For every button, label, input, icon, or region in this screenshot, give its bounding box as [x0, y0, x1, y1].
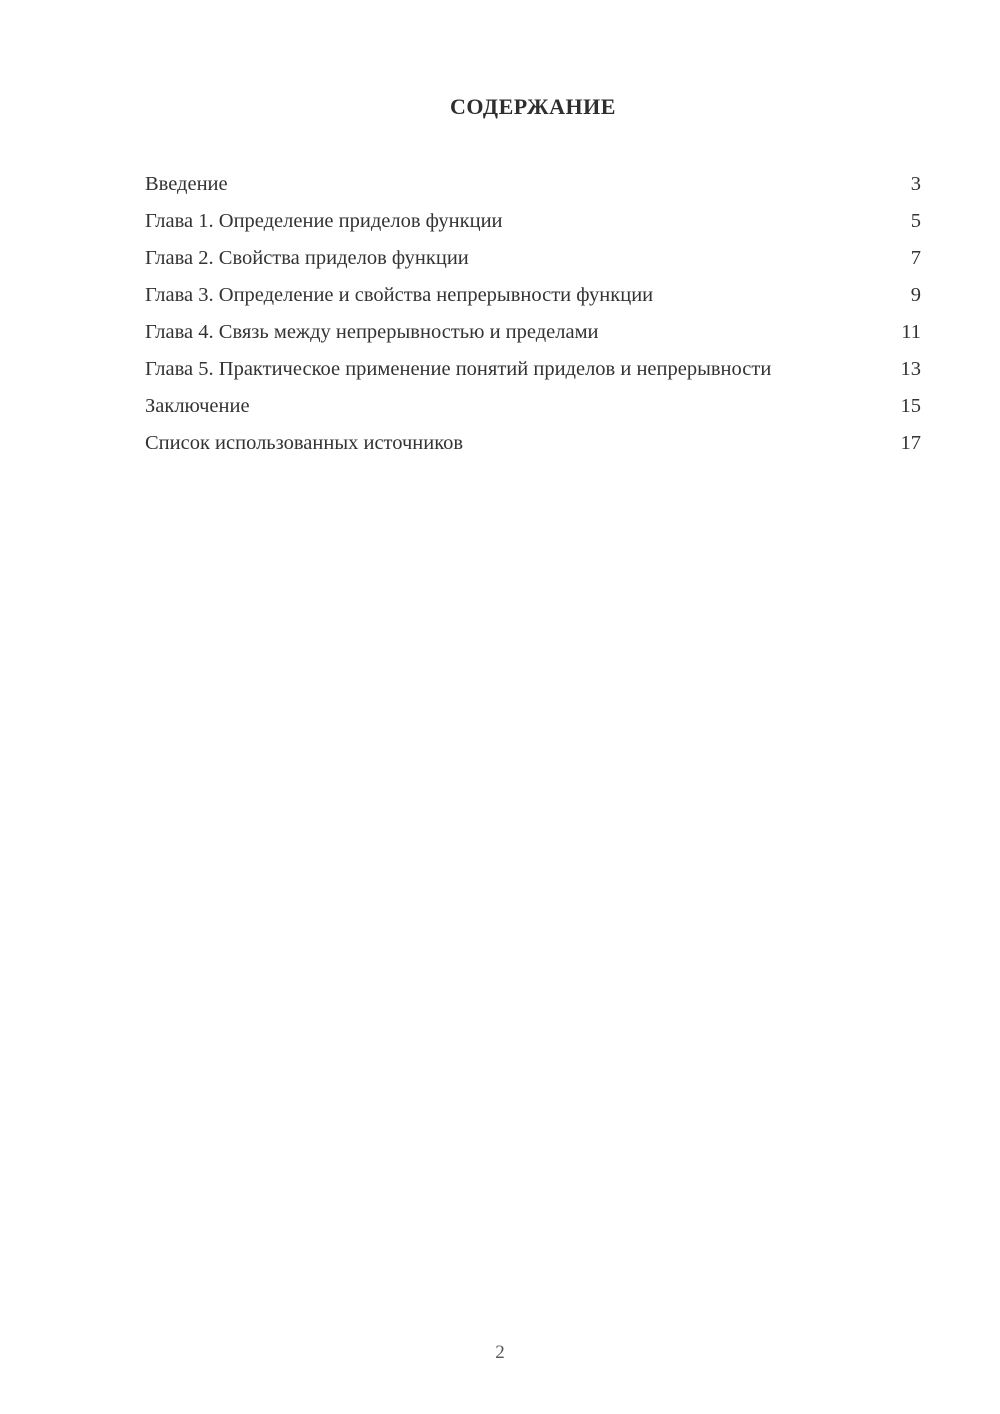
- toc-entry: [145, 166, 921, 203]
- toc-entry: [145, 425, 921, 462]
- toc-entry-label: Введение: [145, 173, 228, 195]
- toc-entry-page: 15: [900, 395, 921, 417]
- toc-entry-label: Список использованных источников: [145, 432, 464, 454]
- page-title: СОДЕРЖАНИЕ: [450, 94, 616, 119]
- toc-entry-page: 9: [910, 284, 921, 306]
- toc-section: [145, 94, 921, 462]
- toc-entry: [145, 203, 921, 240]
- toc-entry-page: 3: [910, 173, 921, 195]
- toc-entry-page: 7: [910, 247, 921, 269]
- toc-entry-label: Глава 1. Определение приделов функции: [145, 210, 503, 232]
- toc-entry-label: Глава 3. Определение и свойства непрерывности функции: [145, 284, 654, 306]
- toc-entry: [145, 351, 921, 388]
- toc-list: [145, 166, 921, 462]
- toc-entry: [145, 388, 921, 425]
- toc-entry-page: 5: [910, 210, 921, 232]
- toc-entry-label: Глава 5. Практическое применение понятий приделов и непрерывности: [145, 358, 772, 380]
- footer-page-number: 2: [495, 1342, 505, 1363]
- toc-entry-page: 17: [900, 432, 921, 454]
- toc-entry-page: 13: [900, 358, 921, 380]
- toc-entry-label: Глава 2. Свойства приделов функции: [145, 247, 469, 269]
- toc-entry: [145, 240, 921, 277]
- toc-entry-label: Заключение: [145, 395, 250, 417]
- toc-entry-page: 11: [901, 321, 921, 343]
- toc-entry: [145, 314, 921, 351]
- toc-entry-label: Глава 4. Связь между непрерывностью и пределами: [145, 321, 599, 343]
- toc-entry: [145, 277, 921, 314]
